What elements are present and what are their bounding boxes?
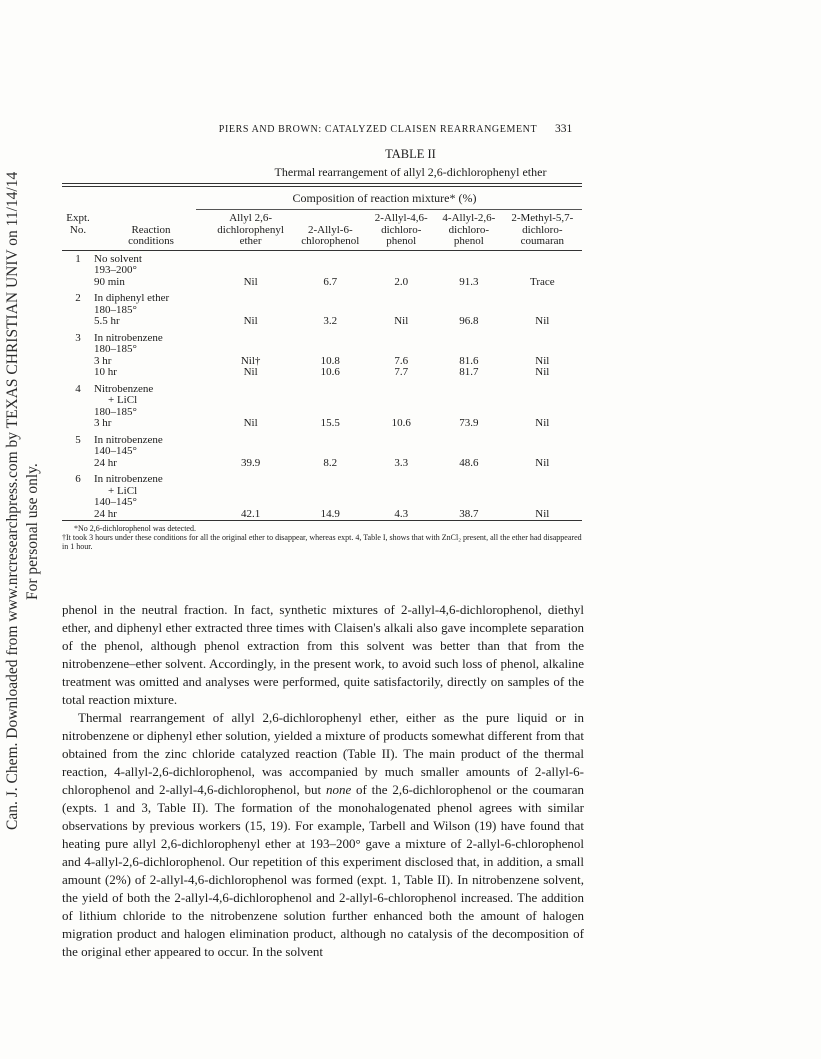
column-header xyxy=(367,210,435,250)
composition-value xyxy=(293,446,367,458)
column-header-line: ether xyxy=(239,235,262,247)
expt-number: 2 xyxy=(75,292,81,304)
paragraph-text: of the 2,6-dichlorophenol or the coumaran (expts. 1 and 3, Table II). The formation of the monohalogenated phenol agrees with similar observations by previous workers (15, 19). For example, Tarbell and Wilson (19) have found that heating pure allyl 2,6-dichlorophenyl ether at 193–200° gave a mixture of 2-allyl-6-chlorophenol and 4-allyl-2,6-dichlorophenol. Our repetition of this experiment disclosed that, in addition, a small amount (2%) of 2-allyl-4,6-dichlorophenol was formed (expt. 1, Table II). In nitrobenzene solvent, the yield of both the 2-allyl-4,6-dichlorophenol and 2-allyl-6-chlorophenol increased. The addition of lithium chloride to the nitrobenzene solution further enhanced both the amount of halogen migration product and halogen elimination product, although no catalysis of the decomposition of the original ether appeared to occur. In the solvent xyxy=(62,782,584,959)
watermark-line-2: For personal use only. xyxy=(24,463,41,600)
reaction-condition: 90 min xyxy=(94,275,125,288)
table-row xyxy=(62,497,582,509)
composition-value xyxy=(367,344,435,356)
composition-value xyxy=(503,469,582,486)
column-header-line: 2-Allyl-4,6- xyxy=(374,212,428,224)
composition-value: 91.3 xyxy=(459,275,479,288)
table-row xyxy=(62,379,582,396)
reaction-condition: 180–185° xyxy=(94,405,137,418)
composition-value: Nil xyxy=(243,366,258,378)
composition-value xyxy=(503,497,582,509)
composition-value xyxy=(435,430,503,447)
table-row xyxy=(62,367,582,379)
column-header-line: 2-Allyl-6- xyxy=(308,223,353,236)
table-row xyxy=(62,458,582,470)
composition-value xyxy=(293,430,367,447)
composition-value: Trace xyxy=(529,275,555,288)
expt-number xyxy=(62,395,94,407)
paragraph xyxy=(62,709,584,961)
column-header-line: chlorophenol xyxy=(301,235,360,247)
table-caption: Thermal rearrangement of allyl 2,6-dichlorophenyl ether xyxy=(274,165,547,179)
composition-value xyxy=(293,288,367,305)
composition-value: Nil xyxy=(535,354,550,367)
reaction-condition: In nitrobenzene xyxy=(94,433,163,446)
page-number: 331 xyxy=(555,123,573,135)
expt-number xyxy=(62,265,94,277)
paragraph-text: Thermal rearrangement of allyl 2,6-dichlorophenyl ether, either as the pure liquid or in nitrobenzene or diphenyl ether solution, yielded a mixture of products somewhat different from that obtained from the zinc chloride catalyzed reaction (Table II). The main product of the thermal reaction, 4-allyl-2,6-dichlorophenol, was accompanied by much smaller amounts of 2-allyl-6-chlorophenol and 2-allyl-4,6-dichlorophenol, but xyxy=(62,710,584,797)
column-header xyxy=(208,210,293,250)
body-text xyxy=(62,601,584,961)
reaction-condition: 24 hr xyxy=(94,507,117,520)
footnote: †It took 3 hours under these conditions for all the original ether to disappear, whereas expt. 4, Table I, shows that with ZnCl₂ present, all the ether had disappeared in 1 hour. xyxy=(62,533,582,551)
composition-value: 48.6 xyxy=(459,456,479,469)
composition-value xyxy=(503,328,582,345)
composition-value: 10.8 xyxy=(320,354,340,367)
column-header-line: Allyl 2,6- xyxy=(229,212,272,224)
column-header-line: Reaction xyxy=(131,223,171,236)
composition-value xyxy=(367,265,435,277)
column-header xyxy=(94,210,208,250)
reaction-condition: 5.5 hr xyxy=(94,315,120,327)
expt-number xyxy=(62,367,94,379)
composition-value: 6.7 xyxy=(323,275,338,288)
composition-value xyxy=(367,379,435,396)
composition-value: 73.9 xyxy=(459,417,479,429)
reaction-condition: 180–185° xyxy=(94,303,137,316)
column-header-line: coumaran xyxy=(520,235,564,247)
composition-value xyxy=(208,251,293,266)
reaction-condition: In diphenyl ether xyxy=(94,292,170,304)
composition-value xyxy=(293,486,367,498)
composition-value xyxy=(367,497,435,509)
composition-value xyxy=(435,486,503,498)
composition-value: Nil xyxy=(535,417,550,429)
column-header-line: dichloro- xyxy=(381,223,422,236)
composition-value xyxy=(435,469,503,486)
table-row xyxy=(62,288,582,305)
column-header xyxy=(503,210,582,250)
expt-number: 5 xyxy=(75,433,81,446)
composition-value: 15.5 xyxy=(320,417,340,429)
expt-number: 1 xyxy=(75,252,81,265)
composition-value xyxy=(208,328,293,345)
table-row xyxy=(62,486,582,498)
composition-value xyxy=(503,430,582,447)
composition-value xyxy=(435,497,503,509)
column-header-line: dichloro- xyxy=(522,223,563,236)
running-title: PIERS AND BROWN: CATALYZED CLAISEN REARRANGEMENT xyxy=(218,124,538,135)
reaction-condition: No solvent xyxy=(94,252,142,265)
composition-value: Nil xyxy=(394,315,409,327)
reaction-condition: 140–145° xyxy=(94,445,137,457)
reaction-condition: 3 hr xyxy=(94,354,112,367)
emphasis: none xyxy=(325,782,352,797)
composition-value xyxy=(367,446,435,458)
expt-number xyxy=(62,509,94,521)
table-footnotes xyxy=(62,521,582,551)
table-row xyxy=(62,277,582,289)
composition-value: Nil† xyxy=(240,354,261,367)
table-row xyxy=(62,430,582,447)
column-header-line: 4-Allyl-2,6- xyxy=(442,212,496,224)
expt-number xyxy=(62,458,94,470)
composition-value xyxy=(208,486,293,498)
reaction-condition: 10 hr xyxy=(94,366,117,378)
composition-value xyxy=(293,497,367,509)
watermark-line-1: Can. J. Chem. Downloaded from www.nrcresearchpress.com by TEXAS CHRISTIAN UNIV on 11/14/14 xyxy=(4,171,21,830)
composition-value: 7.7 xyxy=(394,366,409,378)
reaction-condition: 193–200° xyxy=(94,264,137,276)
composition-value: Nil xyxy=(243,275,258,288)
reaction-condition: 24 hr xyxy=(94,456,117,469)
table-row xyxy=(62,418,582,430)
composition-value xyxy=(435,251,503,266)
composition-value: Nil xyxy=(535,366,550,378)
composition-value xyxy=(293,469,367,486)
composition-value: 10.6 xyxy=(320,366,340,378)
expt-number xyxy=(62,356,94,368)
reaction-condition: In nitrobenzene xyxy=(94,331,163,344)
composition-value: 3.2 xyxy=(323,315,338,327)
expt-number xyxy=(62,486,94,498)
composition-value: 14.9 xyxy=(320,507,340,520)
composition-value: 3.3 xyxy=(394,456,409,469)
composition-value: Nil xyxy=(535,315,550,327)
composition-value xyxy=(293,265,367,277)
table-row xyxy=(62,395,582,407)
composition-value xyxy=(293,344,367,356)
data-table xyxy=(62,210,582,520)
composition-value: Nil xyxy=(535,456,550,469)
composition-value xyxy=(435,379,503,396)
composition-value xyxy=(503,265,582,277)
table-row xyxy=(62,328,582,345)
composition-value: 4.3 xyxy=(394,507,409,520)
expt-number xyxy=(62,418,94,430)
expt-number: 6 xyxy=(75,473,81,485)
column-header-line: No. xyxy=(69,223,87,236)
composition-value: 10.6 xyxy=(391,417,411,429)
table-row xyxy=(62,305,582,317)
reaction-condition: + LiCl xyxy=(108,484,138,497)
composition-value xyxy=(293,379,367,396)
composition-value xyxy=(367,430,435,447)
composition-value xyxy=(435,265,503,277)
expt-number xyxy=(62,407,94,419)
table-row xyxy=(62,509,582,521)
reaction-condition: 3 hr xyxy=(94,417,112,429)
composition-value xyxy=(435,344,503,356)
table-label: TABLE II xyxy=(385,147,436,161)
composition-value xyxy=(367,288,435,305)
composition-value xyxy=(435,288,503,305)
composition-value: 81.7 xyxy=(459,366,479,378)
composition-value xyxy=(367,486,435,498)
paragraph: phenol in the neutral fraction. In fact, synthetic mixtures of 2-allyl-4,6-dichlorophenol, diethyl ether, and diphenyl ether extracted three times with Claisen's alkali also gave incomplete separation of the phenol, although phenol extraction from this solvent was better than that from the nitrobenzene–ether solvent. Accordingly, in the present work, to avoid such loss of phenol, alkaline treatment was omitted and analyses were performed, quite satisfactorily, directly on samples of the total reaction mixture. xyxy=(62,602,584,707)
composition-value xyxy=(208,265,293,277)
composition-value: Nil xyxy=(535,507,550,520)
composition-value: 42.1 xyxy=(240,507,261,520)
composition-value xyxy=(435,395,503,407)
expt-number xyxy=(62,277,94,289)
composition-value xyxy=(293,328,367,345)
column-header xyxy=(62,210,94,250)
composition-value xyxy=(435,328,503,345)
composition-value: 38.7 xyxy=(459,507,479,520)
reaction-condition: Nitrobenzene xyxy=(94,382,154,395)
composition-value xyxy=(208,430,293,447)
column-header-line: conditions xyxy=(128,235,174,247)
composition-value xyxy=(293,251,367,266)
expt-number xyxy=(62,497,94,509)
composition-value: 39.9 xyxy=(240,456,261,469)
column-header-line: phenol xyxy=(453,235,484,247)
composition-value: 8.2 xyxy=(323,456,338,469)
column-header-line: 2-Methyl-5,7- xyxy=(511,212,574,224)
column-header xyxy=(293,210,367,250)
table-row xyxy=(62,344,582,356)
composition-value xyxy=(367,395,435,407)
expt-number xyxy=(62,305,94,317)
composition-value xyxy=(367,328,435,345)
reaction-condition: 140–145° xyxy=(94,496,137,508)
table-row xyxy=(62,251,582,266)
composition-value xyxy=(503,251,582,266)
composition-value xyxy=(367,251,435,266)
composition-value xyxy=(503,344,582,356)
composition-value: 7.6 xyxy=(394,354,409,367)
reaction-condition: 180–185° xyxy=(94,343,137,355)
composition-value xyxy=(208,446,293,458)
column-header-line: dichloro- xyxy=(448,223,489,236)
expt-number: 4 xyxy=(75,382,81,395)
table-row xyxy=(62,446,582,458)
footnote: *No 2,6-dichlorophenol was detected. xyxy=(74,524,196,533)
composition-value xyxy=(208,469,293,486)
composition-value xyxy=(208,497,293,509)
reaction-condition: + LiCl xyxy=(108,394,138,406)
table-container xyxy=(62,183,582,551)
composition-value xyxy=(435,446,503,458)
expt-number xyxy=(62,344,94,356)
table-row xyxy=(62,469,582,486)
composition-value xyxy=(503,379,582,396)
table-spanning-header: Composition of reaction mixture* (%) xyxy=(292,191,477,205)
table-row xyxy=(62,316,582,328)
composition-value xyxy=(208,379,293,396)
download-watermark xyxy=(0,171,60,880)
composition-value: 2.0 xyxy=(394,275,409,288)
expt-number xyxy=(62,316,94,328)
composition-value xyxy=(503,486,582,498)
composition-value: Nil xyxy=(243,315,258,327)
composition-value xyxy=(208,344,293,356)
composition-value xyxy=(367,469,435,486)
column-header-line: Expt. xyxy=(66,212,90,224)
header-row xyxy=(62,210,582,250)
composition-value: 96.8 xyxy=(459,315,479,327)
composition-value: Nil xyxy=(243,417,258,429)
column-header-line: phenol xyxy=(386,235,417,247)
column-header xyxy=(435,210,503,250)
composition-value xyxy=(503,446,582,458)
column-header-line: dichlorophenyl xyxy=(217,223,284,236)
composition-value: 81.6 xyxy=(459,354,479,367)
expt-number xyxy=(62,446,94,458)
reaction-condition: In nitrobenzene xyxy=(94,473,163,485)
expt-number: 3 xyxy=(75,331,81,344)
composition-value xyxy=(293,395,367,407)
composition-value xyxy=(503,395,582,407)
table-row xyxy=(62,265,582,277)
composition-value xyxy=(503,288,582,305)
composition-value xyxy=(208,288,293,305)
composition-value xyxy=(208,395,293,407)
